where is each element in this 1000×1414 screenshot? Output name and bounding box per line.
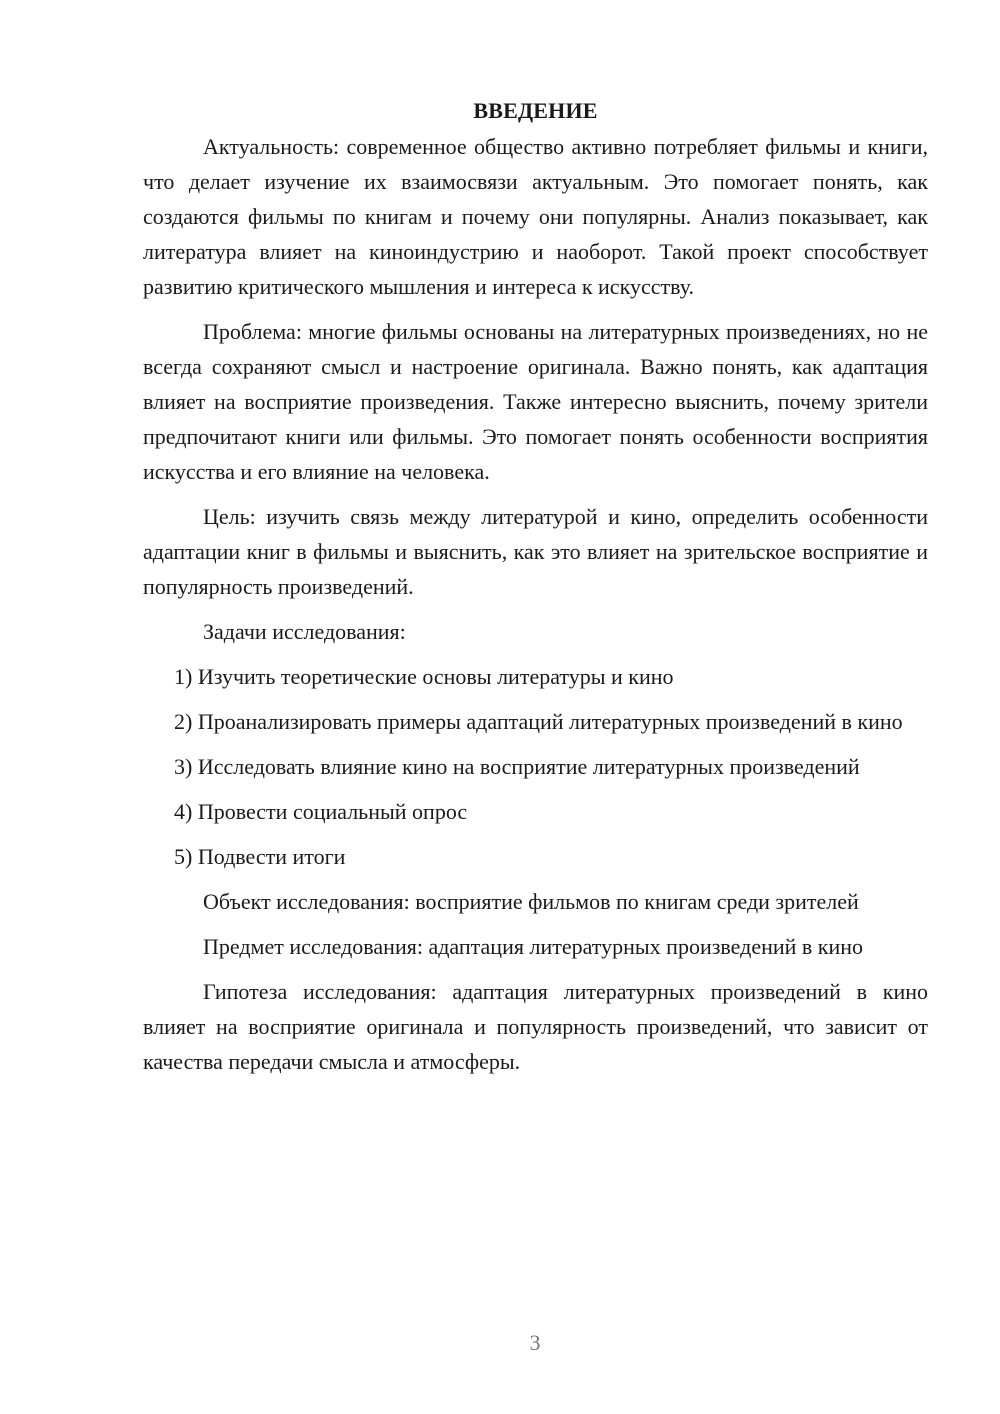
problem-paragraph: Проблема: многие фильмы основаны на литературных произведениях, но не всегда сохраняют смысл и настроение оригинала. Важно понять, как адаптация влияет на восприятие произведения. Также интересно выяснить, почему зрители предпочитают книги или фильмы. Это помогает понять особенности восприятия искусства и его влияние на человека. — [143, 319, 928, 484]
task-item-1: 1) Изучить теоретические основы литературы и кино — [174, 664, 674, 689]
section-heading: ВВЕДЕНИЕ — [473, 98, 598, 123]
page-number: 3 — [529, 1330, 541, 1355]
task-item-3: 3) Исследовать влияние кино на восприятие литературных произведений — [174, 754, 860, 779]
task-item-4: 4) Провести социальный опрос — [174, 799, 468, 824]
task-item-2: 2) Проанализировать примеры адаптаций литературных произведений в кино — [174, 709, 903, 734]
object-paragraph: Объект исследования: восприятие фильмов по книгам среди зрителей — [203, 889, 859, 914]
page-content — [143, 95, 928, 1089]
tasks-heading: Задачи исследования: — [203, 619, 406, 644]
task-item-5: 5) Подвести итоги — [174, 844, 346, 869]
subject-paragraph: Предмет исследования: адаптация литературных произведений в кино — [203, 934, 864, 959]
relevance-paragraph: Актуальность: современное общество активно потребляет фильмы и книги, что делает изучение их взаимосвязи актуальным. Это помогает понять, как создаются фильмы по книгам и почему они популярны. Анализ показывает, как литература влияет на киноиндустрию и наоборот. Такой проект способствует развитию критического мышления и интереса к искусству. — [143, 134, 928, 299]
goal-paragraph: Цель: изучить связь между литературой и кино, определить особенности адаптации книг в фильмы и выяснить, как это влияет на зрительское восприятие и популярность произведений. — [143, 504, 928, 599]
hypothesis-paragraph: Гипотеза исследования: адаптация литературных произведений в кино влияет на восприятие оригинала и популярность произведений, что зависит от качества передачи смысла и атмосферы. — [143, 979, 928, 1074]
